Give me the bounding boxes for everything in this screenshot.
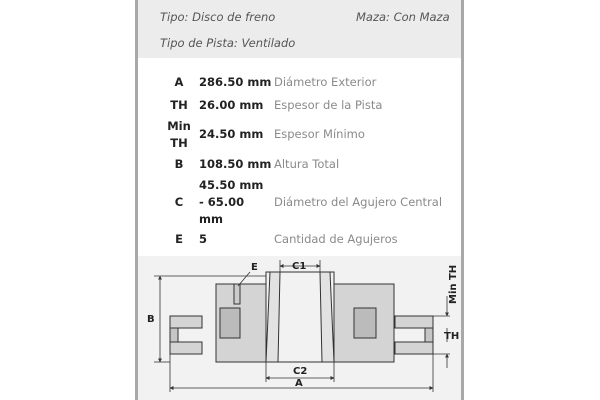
spec-description: Diámetro del Agujero Central (274, 195, 443, 209)
spec-description: Diámetro Exterior (274, 75, 377, 89)
tipo-label: Tipo: Disco de freno (160, 10, 276, 24)
rotor-right-section (334, 284, 433, 362)
spec-value: 26.00 mm (199, 98, 264, 112)
label-c2: C2 (293, 366, 308, 377)
spec-code: Min TH (167, 119, 191, 150)
rotor-right-vane (425, 328, 433, 342)
spec-code: A (174, 75, 184, 89)
label-c1: C1 (292, 261, 307, 272)
hub-right-pocket (354, 308, 376, 338)
rotor-right-lower-plate (395, 342, 433, 354)
label-min-th: Min TH (448, 264, 459, 304)
label-e: E (251, 262, 258, 273)
wheel-stud (234, 284, 240, 304)
brake-disc-diagram (138, 256, 461, 400)
spec-value: 108.50 mm (199, 157, 272, 171)
label-b: B (147, 314, 155, 325)
spec-code: C (174, 195, 184, 209)
spec-description: Espesor Mínimo (274, 127, 365, 141)
spec-code: B (174, 157, 184, 171)
rotor-left-section (170, 284, 266, 362)
rotor-right-upper-plate (395, 316, 433, 328)
rotor-left-lower-plate (170, 342, 202, 354)
spec-description: Espesor de la Pista (274, 98, 383, 112)
label-a: A (295, 378, 303, 389)
central-hub (266, 272, 334, 362)
label-th: TH (444, 331, 460, 342)
spec-code: E (175, 232, 183, 246)
spec-value: 45.50 mm - 65.00 mm (199, 178, 264, 226)
spec-description: Cantidad de Agujeros (274, 232, 398, 246)
maza-label: Maza: Con Maza (356, 10, 450, 24)
spec-value: 286.50 mm (199, 75, 272, 89)
spec-code: TH (170, 98, 188, 112)
rotor-left-upper-plate (170, 316, 202, 328)
rotor-left-vane (170, 328, 178, 342)
spec-value: 24.50 mm (199, 127, 264, 141)
frame-right-bar (461, 0, 464, 400)
spec-description: Altura Total (274, 157, 340, 171)
hub-left-pocket (220, 308, 240, 338)
spec-value: 5 (199, 232, 208, 246)
tipo-pista-label: Tipo de Pista: Ventilado (160, 36, 296, 50)
